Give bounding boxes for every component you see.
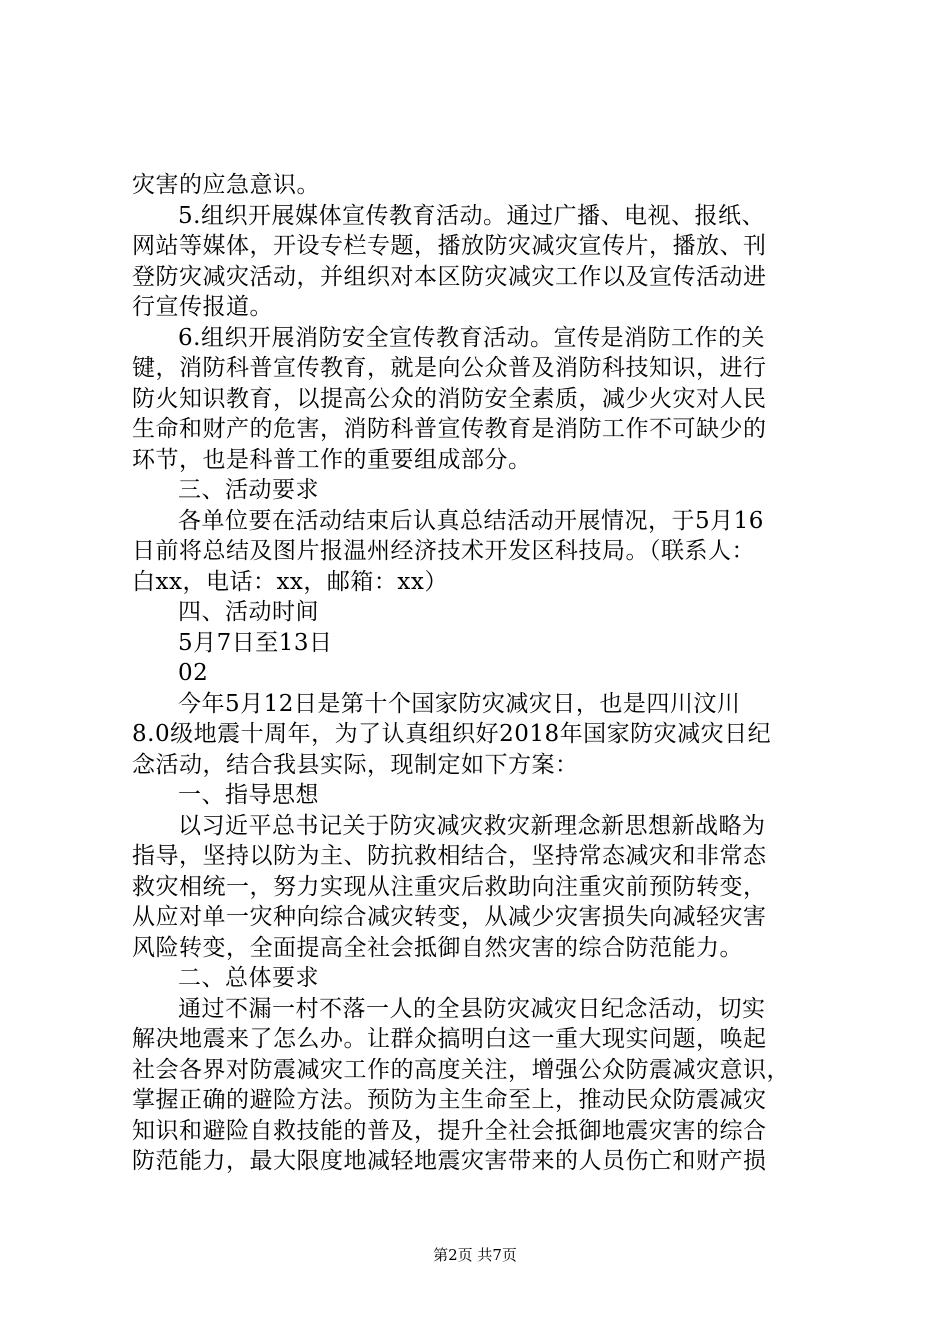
text-line: 四、活动时间 [178,599,319,625]
text-line: 日前将总结及图片报温州经济技术开发区科技局。（联系人： [132,538,755,564]
text-line: 防火知识教育，以提高公众的消防安全素质，减少火灾对人民 [132,385,767,412]
text-line: 掌握正确的避险方法。预防为主生命至上，推动民众防震减灾 [132,1087,767,1113]
text-line: 键，消防科普宣传教育，就是向公众普及消防科技知识，进行 [132,355,767,381]
text-line: 5.组织开展媒体宣传教育活动。通过广播、电视、报纸、 [178,202,765,229]
text-line: 5月7日至13日 [178,629,333,656]
text-line: 生命和财产的危害，消防科普宣传教育是消防工作不可缺少的 [132,416,767,442]
text-line: 网站等媒体，开设专栏专题，播放防灾减灾宣传片，播放、刊 [132,233,767,259]
text-line: 知识和避险自救技能的普及，提升全社会抵御地震灾害的综合 [132,1117,767,1144]
text-line: 通过不漏一村不落一人的全县防灾减灾日纪念活动，切实 [178,995,766,1022]
text-line: 登防灾减灾活动，并组织对本区防灾减灾工作以及宣传活动进 [132,263,767,290]
text-line: 6.组织开展消防安全宣传教育活动。宣传是消防工作的关 [178,324,765,351]
text-line: 救灾相统一，努力实现从注重灾后救助向注重灾前预防转变， [132,873,767,900]
text-line: 8.0级地震十周年，为了认真组织好2018年国家防灾减灾日纪 [132,721,772,747]
text-line: 行宣传报道。 [132,294,273,320]
text-line: 今年5月12日是第十个国家防灾减灾日，也是四川汶川 [178,690,741,717]
text-line: 一、指导思想 [178,782,319,808]
text-line: 02 [178,660,209,686]
text-line: 防范能力，最大限度地减轻地震灾害带来的人员伤亡和财产损 [132,1148,767,1174]
text-line: 灾害的应急意识。 [132,172,320,198]
text-line: 社会各界对防震减灾工作的高度关注，增强公众防震减灾意识， [132,1056,790,1083]
text-line: 各单位要在活动结束后认真总结活动开展情况，于5月16 [178,507,764,534]
text-line: 白xx，电话：xx，邮箱：xx） [132,568,448,595]
document-body [132,170,832,1177]
text-line: 解决地震来了怎么办。让群众搞明白这一重大现实问题，唤起 [132,1026,767,1052]
text-line: 二、总体要求 [178,965,319,991]
text-line: 念活动，结合我县实际，现制定如下方案： [132,751,579,778]
page-footer: 第2页 共7页 [433,1246,517,1264]
text-line: 风险转变，全面提高全社会抵御自然灾害的综合防范能力。 [132,934,743,961]
text-line: 三、活动要求 [178,477,319,503]
text-line: 从应对单一灾种向综合减灾转变，从减少灾害损失向减轻灾害 [132,904,767,930]
text-line: 指导，坚持以防为主、防抗救相结合，坚持常态减灾和非常态 [132,843,767,869]
text-line: 以习近平总书记关于防灾减灾救灾新理念新思想新战略为 [178,812,766,839]
text-line: 环节，也是科普工作的重要组成部分。 [132,446,532,473]
